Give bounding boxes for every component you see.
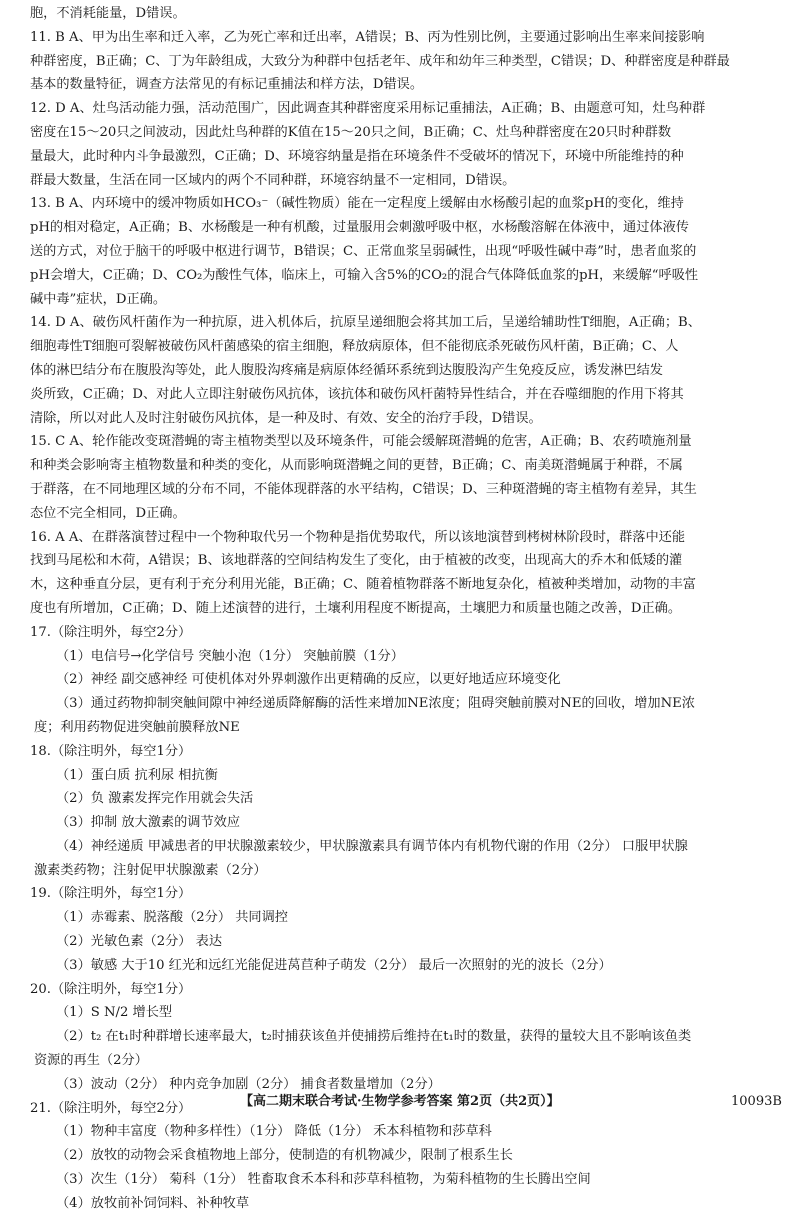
text-line: 清除，所以对此人及时注射破伤风抗体，是一种及时、有效、安全的治疗手段，D错误。 [30,410,542,426]
multiple-choice-explanations [30,2,775,621]
question-heading: 19.（除注明外，每空1分） [30,886,192,902]
text-line: 量最大，此时种内斗争最激烈，C正确；D、环境容纳量是指在环境条件不受破坏的情况下，环境中所能维持的种 [30,148,684,164]
answer-line: （3）敏感 大于10 红光和远红光能促进莴苣种子萌发（2分） 最后一次照射的光的波长（2分） [56,957,612,973]
text-line: 送的方式，对位于脑干的呼吸中枢进行调节，B错误；C、正常血浆呈弱碱性，出现“呼吸性碱中毒”时，患者血浆的 [30,243,697,259]
text-line: 木，这种垂直分层，更有利于充分利用光能，B正确；C、随着植物群落不断地复杂化，植被种类增加，动物的丰富 [30,577,696,593]
footer-code: 10093B [731,1094,782,1109]
answer-line: （3）波动（2分） 种内竞争加剧（2分） 捕食者数量增加（2分） [56,1076,441,1092]
question-17 [30,621,775,740]
answer-line: （2）负 激素发挥完作用就会失活 [56,791,254,807]
text-line: 群最大数量，生活在同一区域内的两个不同种群，环境容纳量不一定相同，D错误。 [30,172,516,188]
text-line: 11. B A、甲为出生率和迁入率，乙为死亡率和迁出率，A错误；B、丙为性别比例，主要通过影响出生率来间接影响 [30,29,705,45]
text-line: 基本的数量特征，调查方法常见的有标记重捕法和样方法，D错误。 [30,77,424,93]
answer-line: （3）抑制 放大激素的调节效应 [56,815,241,831]
question-heading: 20.（除注明外，每空1分） [30,981,192,997]
answer-continuation: 资源的再生（2分） [34,1053,148,1069]
text-line: 体的淋巴结分布在腹股沟等处，此人腹股沟疼痛是病原体经循环系统到达腹股沟产生免疫反应，诱发淋巴结发 [30,362,663,378]
text-line: 种群密度，B正确；C、丁为年龄组成，大致分为种群中包括老年、成年和幼年三种类型，C错误；D、种群密度是种群最 [30,53,730,69]
answer-line: （4）神经递质 甲减患者的甲状腺激素较少，甲状腺激素具有调节体内有机物代谢的作用（2分） 口服甲状腺 [56,838,688,854]
text-line: 和种类会影响寄主植物数量和种类的变化，从而影响斑潜蝇之间的更替，B正确；C、南美斑潜蝇属于种群，不属 [30,458,683,474]
text-line: 于群落，在不同地理区域的分布不同，不能体现群落的水平结构，C错误；D、三种斑潜蝇的寄主植物有差异，其生 [30,481,697,497]
question-heading: 18.（除注明外，每空1分） [30,743,192,759]
answer-line: （1）物种丰富度（物种多样性）（1分） 降低（1分） 禾本科植物和莎草科 [56,1124,492,1140]
question-18 [30,740,775,883]
text-line: 14. D A、破伤风杆菌作为一种抗原，进入机体后，抗原呈递细胞会将其加工后，呈递给辅助性T细胞，A正确；B、 [30,315,701,331]
answer-line: （1）电信号→化学信号 突触小泡（1分） 突触前膜（1分） [56,648,404,664]
answer-line: （2）光敏色素（2分） 表达 [56,934,223,950]
text-line: 13. B A、内环境中的缓冲物质如HCO₃⁻（碱性物质）能在一定程度上缓解由水杨酸引起的血浆pH的变化，维持 [30,196,684,212]
question-19 [30,882,775,977]
text-line: 碱中毒”症状，D正确。 [30,291,167,307]
answer-line: （2）t₂ 在t₁时种群增长速率最大，t₂时捕获该鱼并使捕捞后维持在t₁时的数量，获得的量较大且不影响该鱼类 [56,1029,692,1045]
question-heading: 21.（除注明外，每空2分） [30,1100,192,1116]
text-line: 找到马尾松和木荷，A错误；B、该地群落的空间结构发生了变化，由于植被的改变，出现高大的乔木和低矮的灌 [30,553,683,569]
text-line: 细胞毒性T细胞可裂解被破伤风杆菌感染的宿主细胞，释放病原体，但不能彻底杀死破伤风杆菌，B正确；C、人 [30,339,679,355]
answer-continuation: 度；利用药物促进突触前膜释放NE [34,719,240,735]
text-line: 炎所致，C正确；D、对此人立即注射破伤风抗体，该抗体和破伤风杆菌特异性结合，并在吞噬细胞的作用下将其 [30,386,684,402]
answer-line: （1）蛋白质 抗利尿 相抗衡 [56,767,218,783]
question-21 [30,1097,775,1216]
answer-line: （3）通过药物抑制突触间隙中神经递质降解酶的活性来增加NE浓度；阻碍突触前膜对NE的回收，增加NE浓 [56,696,695,712]
answer-line: （2）神经 副交感神经 可使机体对外界刺激作出更精确的反应，以更好地适应环境变化 [56,672,561,688]
answer-continuation: 激素类药物；注射促甲状腺激素（2分） [34,862,267,878]
answer-line: （4）放牧前补饲饲料、补种牧草 [56,1195,250,1211]
text-line: 胞，不消耗能量，D错误。 [30,6,186,21]
answer-line: （2）放牧的动物会采食植物地上部分，使制造的有机物减少，限制了根系生长 [56,1148,513,1164]
question-heading: 17.（除注明外，每空2分） [30,624,192,640]
text-line: pH的相对稳定，A正确；B、水杨酸是一种有机酸，过量服用会刺激呼吸中枢，水杨酸溶解在体液中，通过体液传 [30,220,689,236]
text-line: 态位不完全相同，D正确。 [30,505,186,521]
footer-title: 【高二期末联合考试·生物学参考答案 第2页（共2页）】 [240,1094,560,1109]
answer-page [30,2,775,1216]
text-line: 15. C A、轮作能改变斑潜蝇的寄主植物类型以及环境条件，可能会缓解斑潜蝇的危害，A正确；B、农药喷施剂量 [30,434,692,450]
question-20 [30,978,775,1097]
answer-line: （1）S N/2 增长型 [56,1005,173,1021]
text-line: pH会增大，C正确；D、CO₂为酸性气体，临床上，可输入含5%的CO₂的混合气体降低血浆的pH，来缓解“呼吸性 [30,267,699,283]
text-line: 密度在15～20只之间波动，因此灶鸟种群的K值在15～20只之间，B正确；C、灶鸟种群密度在20只时种群数 [30,124,672,140]
text-line: 16. A A、在群落演替过程中一个物种取代另一个物种是指优势取代，所以该地演替到栲树林阶段时，群落中还能 [30,529,686,545]
answer-line: （3）次生（1分） 菊科（1分） 牲畜取食禾本科和莎草科植物，为菊科植物的生长腾出空间 [56,1172,591,1188]
answer-line: （1）赤霉素、脱落酸（2分） 共同调控 [56,910,288,926]
text-line: 12. D A、灶鸟活动能力强，活动范围广，因此调查其种群密度采用标记重捕法，A正确；B、由题意可知，灶鸟种群 [30,101,706,117]
text-line: 度也有所增加，C正确；D、随上述演替的进行，土壤利用程度不断提高，土壤肥力和质量也随之改善，D正确。 [30,600,682,616]
